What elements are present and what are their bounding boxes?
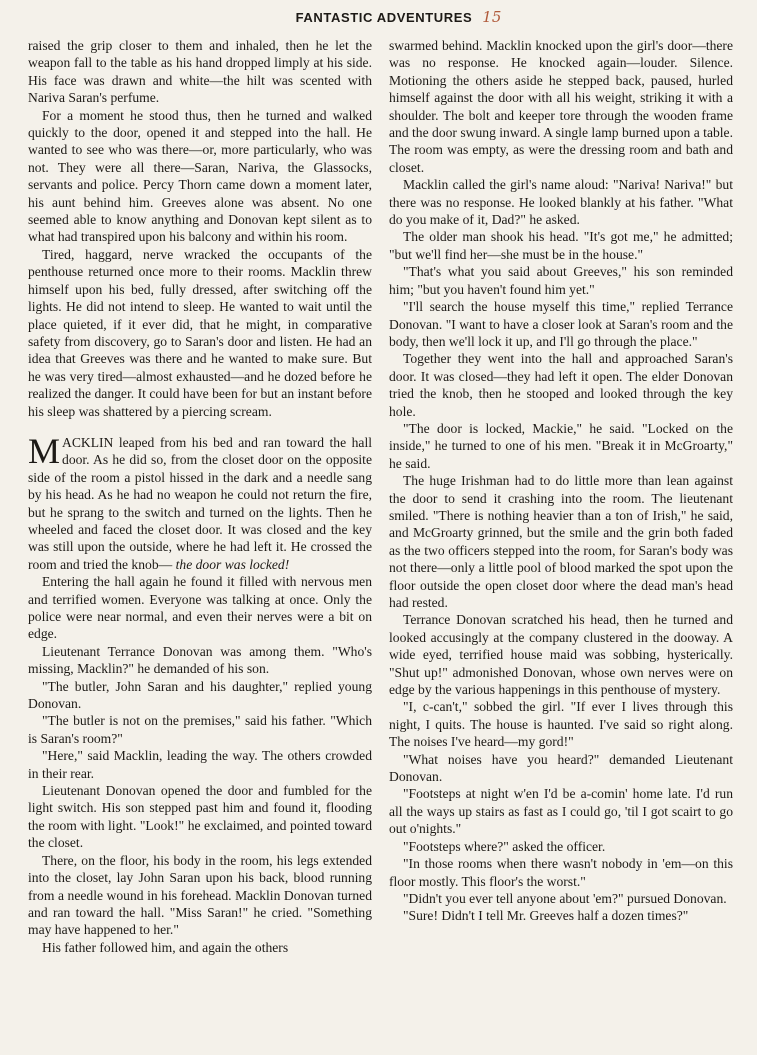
paragraph: "Didn't you ever tell anyone about 'em?" pursued Donovan. [403,890,727,906]
paragraph: The older man shook his head. "It's got me," he admitted; "but we'll find her—she must be in the house." [389,229,733,262]
paragraph: For a moment he stood thus, then he turned and walked quickly to the door, opened it and stepped into the hall. He wanted to see who was there—or, more particularly, who was not. They were all there—Saran, Nariva, the Glassocks, servants and police. Percy Thorn came down a moment later, his aunt behind him. Greeves alone was absent. No one seemed able to know anything and Donovan kept silent as to what had transpired upon his balcony and within his room. [28,107,372,245]
left-column [28,37,372,956]
running-header [0,8,757,30]
paragraph: "The butler, John Saran and his daughter," replied young Donovan. [28,678,372,712]
italic-phrase: the door was locked! [175,556,290,572]
paragraph: "In those rooms when there wasn't nobody in 'em—on this floor mostly. This floor's the worst." [389,856,733,889]
paragraph: Lieutenant Terrance Donovan was among them. "Who's missing, Macklin?" he demanded of his son. [28,643,372,677]
paragraph: "That's what you said about Greeves," his son reminded him; "but you haven't found him yet." [389,264,733,297]
paragraph: "Footsteps where?" asked the officer. [403,838,606,854]
paragraph: "I'll search the house myself this time," replied Terrance Donovan. "I want to have a closer look at Saran's room and the body, then we'll lock it up, and I'll go through the place." [389,299,733,349]
paragraph: "I, c-can't," sobbed the girl. "If ever I lives through this night, I quits. The house is haunted. I've said so right along. The noises I've heard—my gord!" [389,699,733,750]
paragraph-text: ACKLIN leaped from his bed and ran toward the hall door. As he did so, from the closet door on the opposite side of the room a pistol hissed in the dark and a needle sang by his head. As he had no weapon he could not return the fire, but he sprang to the switch and turned on the lights. Then he wheeled and faced the closet door. It was closed and the key was still upon the outside, where he had left it. He crossed the room and tried the knob— [28,434,372,572]
paragraph: The huge Irishman had to do little more than lean against the door to send it crashing into the room. The lieutenant smiled. "There is nothing heavier than a ton of Irish," he said, and McGroarty grinned, but the smile and the grin both faded as the two officers stepped into the room, for Saran's body was not there—only a little pool of blood marked the spot upon the floor outside the open closet door where the dead man's head had rested. [389,473,733,610]
paragraph: Entering the hall again he found it filled with nervous men and terrified women. Everyone was talking at once. Only the police were near normal, and even their nerves were a bit on edge. [28,574,372,642]
paragraph: "The door is locked, Mackie," he said. "Locked on the inside," he turned to one of his men. "Break it in McGroarty," he said. [389,420,733,471]
right-column [389,37,733,925]
paragraph: There, on the floor, his body in the room, his legs extended into the closet, lay John Saran upon his back, blood running from a needle wound in his forehead. Macklin Donovan turned and ran toward the hall. "Miss Saran!" he cried. "Something may have happened to her." [28,852,372,938]
paragraph: Lieutenant Donovan opened the door and fumbled for the light switch. His son stepped past him and found it, flooding the room with light. "Look!" he exclaimed, and pointed toward the closet. [28,783,372,851]
paragraph: Together they went into the hall and approached Saran's door. It was closed—they had left it open. The elder Donovan tried the knob, then he stooped and looked through the key hole. [389,351,733,419]
page-number: 15 [482,8,502,26]
magazine-title: FANTASTIC ADVENTURES [295,10,473,25]
drop-cap: M [28,430,61,471]
paragraph: His father followed him, and again the others [42,939,289,955]
paragraph: raised the grip closer to them and inhaled, then he let the weapon fall to the table as his hand dropped limply at his side. His face was drawn and white—the hilt was scented with Nariva Saran's perfume. [28,38,372,106]
paragraph: Tired, haggard, nerve wracked the occupants of the penthouse returned once more to their rooms. Macklin threw himself upon his bed, fully dressed, after switching off the lights. He did not intend to sleep. He wanted to wait until the place quieted, if it ever did, that he might, in comparative safety from discovery, go to Saran's door and listen. He had an idea that Greeves was there and he wanted to make sure. But he was very tired—almost exhausted—and he dozed before he realized the danger. It could have been for but an instant before his sleep was shattered by a piercing scream. [28,246,372,419]
paragraph: "Sure! Didn't I tell Mr. Greeves half a dozen times?" [403,908,689,924]
paragraph: "What noises have you heard?" demanded Lieutenant Donovan. [389,751,733,785]
paragraph: swarmed behind. Macklin knocked upon the girl's door—there was no response. He knocked again—louder. Silence. Motioning the others aside he stepped back, paused, hurled himself against the door with all his weight, striking it with a shoulder. The bolt and keeper tore through the wooden frame and the door swung inward. A single lamp burned upon a table. The room was empty, as were the dressing room and bath and closet. [389,38,733,175]
paragraph: "Footsteps at night w'en I'd be a-comin' home late. I'd run all the ways up stairs as fast as I could go, 'til I got scairt to go out o'nights." [389,786,733,837]
section-opening-paragraph [28,430,372,573]
paragraph: Macklin called the girl's name aloud: "Nariva! Nariva!" but there was no response. He looked blankly at his father. "What do you make of it, Dad?" he asked. [389,177,733,228]
paragraph: "Here," said Macklin, leading the way. The others crowded in their rear. [28,748,372,781]
paragraph: Terrance Donovan scratched his head, then he turned and looked accusingly at the company clustered in the dooway. A wide eyed, terrified house maid was sobbing, hysterically. "Shut up!" admonished Donovan, whose own nerves were on edge by the various happenings in this penthouse of mystery. [389,612,733,698]
paragraph: "The butler is not on the premises," said his father. "Which is Saran's room?" [28,713,372,746]
